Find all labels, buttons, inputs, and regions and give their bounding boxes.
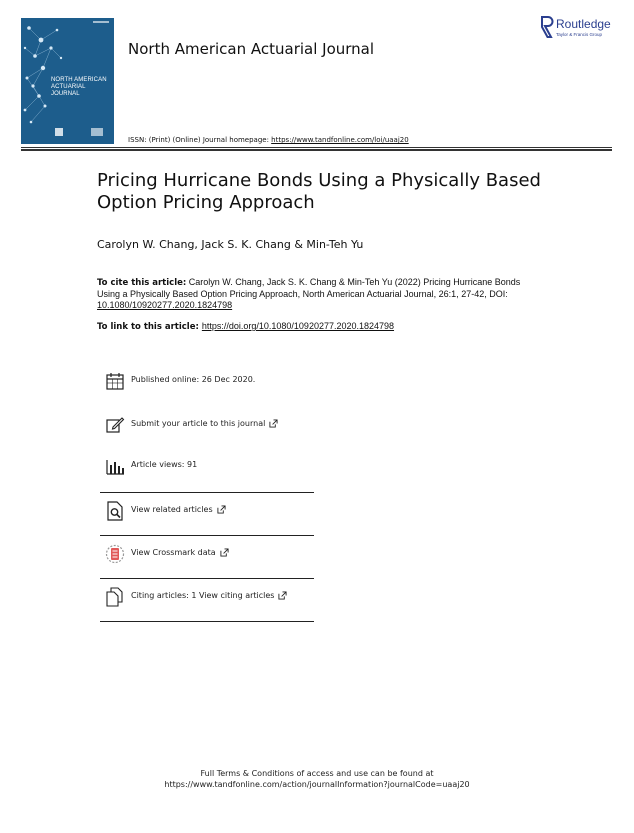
divider	[100, 621, 314, 622]
published-date: Published online: 26 Dec 2020.	[131, 375, 256, 384]
issn-text: ISSN: (Print) (Online) Journal homepage:	[128, 136, 272, 144]
divider	[100, 578, 314, 579]
crossmark-icon	[105, 544, 125, 564]
divider	[100, 535, 314, 536]
bar-chart-icon	[105, 456, 125, 476]
article-authors: Carolyn W. Chang, Jack S. K. Chang & Min-Teh Yu	[97, 238, 364, 251]
calendar-icon	[105, 371, 125, 391]
journal-name: North American Actuarial Journal	[128, 40, 375, 58]
citing-row[interactable]	[100, 583, 314, 613]
publisher-logo	[540, 16, 616, 42]
article-link-line	[97, 321, 394, 332]
crossmark-text: View Crossmark data	[131, 548, 216, 557]
citing-text: Citing articles: 1 View citing articles	[131, 591, 275, 600]
journal-cover	[21, 18, 114, 144]
submit-row[interactable]	[100, 411, 314, 441]
related-link[interactable]	[131, 505, 226, 514]
homepage-link[interactable]: https://www.tandfonline.com/loi/uaaj20	[271, 136, 409, 144]
crossmark-link[interactable]	[131, 548, 229, 557]
cite-text: Carolyn W. Chang, Jack S. K. Chang & Min-Teh Yu (2022) Pricing Hurricane Bonds Using a Physically Based Option Pricing Approach, North American Actuarial Journal, 26:1, 27-42, DOI:	[97, 277, 521, 299]
article-views: Article views: 91	[131, 460, 198, 469]
submit-text: Submit your article to this journal	[131, 419, 266, 428]
related-row[interactable]	[100, 497, 314, 527]
citing-icon	[105, 587, 125, 607]
crossmark-row[interactable]	[100, 540, 314, 570]
article-title: Pricing Hurricane Bonds Using a Physically Based Option Pricing Approach	[97, 170, 541, 213]
link-label: To link to this article:	[97, 322, 202, 332]
footer	[0, 768, 634, 790]
publisher-logo-word: Routledge	[556, 17, 611, 31]
routledge-r-icon	[540, 16, 554, 38]
edit-icon	[105, 415, 125, 435]
external-link-icon	[217, 505, 226, 514]
header-divider-thin	[21, 147, 612, 148]
citing-link[interactable]	[131, 591, 287, 600]
footer-terms: Full Terms & Conditions of access and use can be found at	[200, 769, 434, 778]
external-link-icon	[278, 591, 287, 600]
views-row	[100, 452, 314, 482]
related-text: View related articles	[131, 505, 213, 514]
doi-link[interactable]: 10.1080/10920277.2020.1824798	[97, 300, 233, 310]
external-link-icon	[269, 419, 278, 428]
header-divider-thick	[21, 149, 612, 151]
article-url[interactable]: https://doi.org/10.1080/10920277.2020.1824798	[201, 321, 395, 331]
issn-line	[128, 136, 409, 144]
publisher-logo-sub: Taylor & Francis Group	[556, 32, 603, 37]
cover-title: NORTH AMERICAN ACTUARIAL JOURNAL	[51, 77, 107, 97]
cite-label: To cite this article:	[97, 278, 187, 288]
related-articles-icon	[105, 501, 125, 521]
citation-block	[97, 277, 537, 311]
submit-link[interactable]	[131, 419, 278, 428]
divider	[100, 492, 314, 493]
published-row	[100, 367, 314, 397]
external-link-icon	[220, 548, 229, 557]
footer-url[interactable]: https://www.tandfonline.com/action/journalInformation?journalCode=uaaj20	[164, 780, 470, 789]
